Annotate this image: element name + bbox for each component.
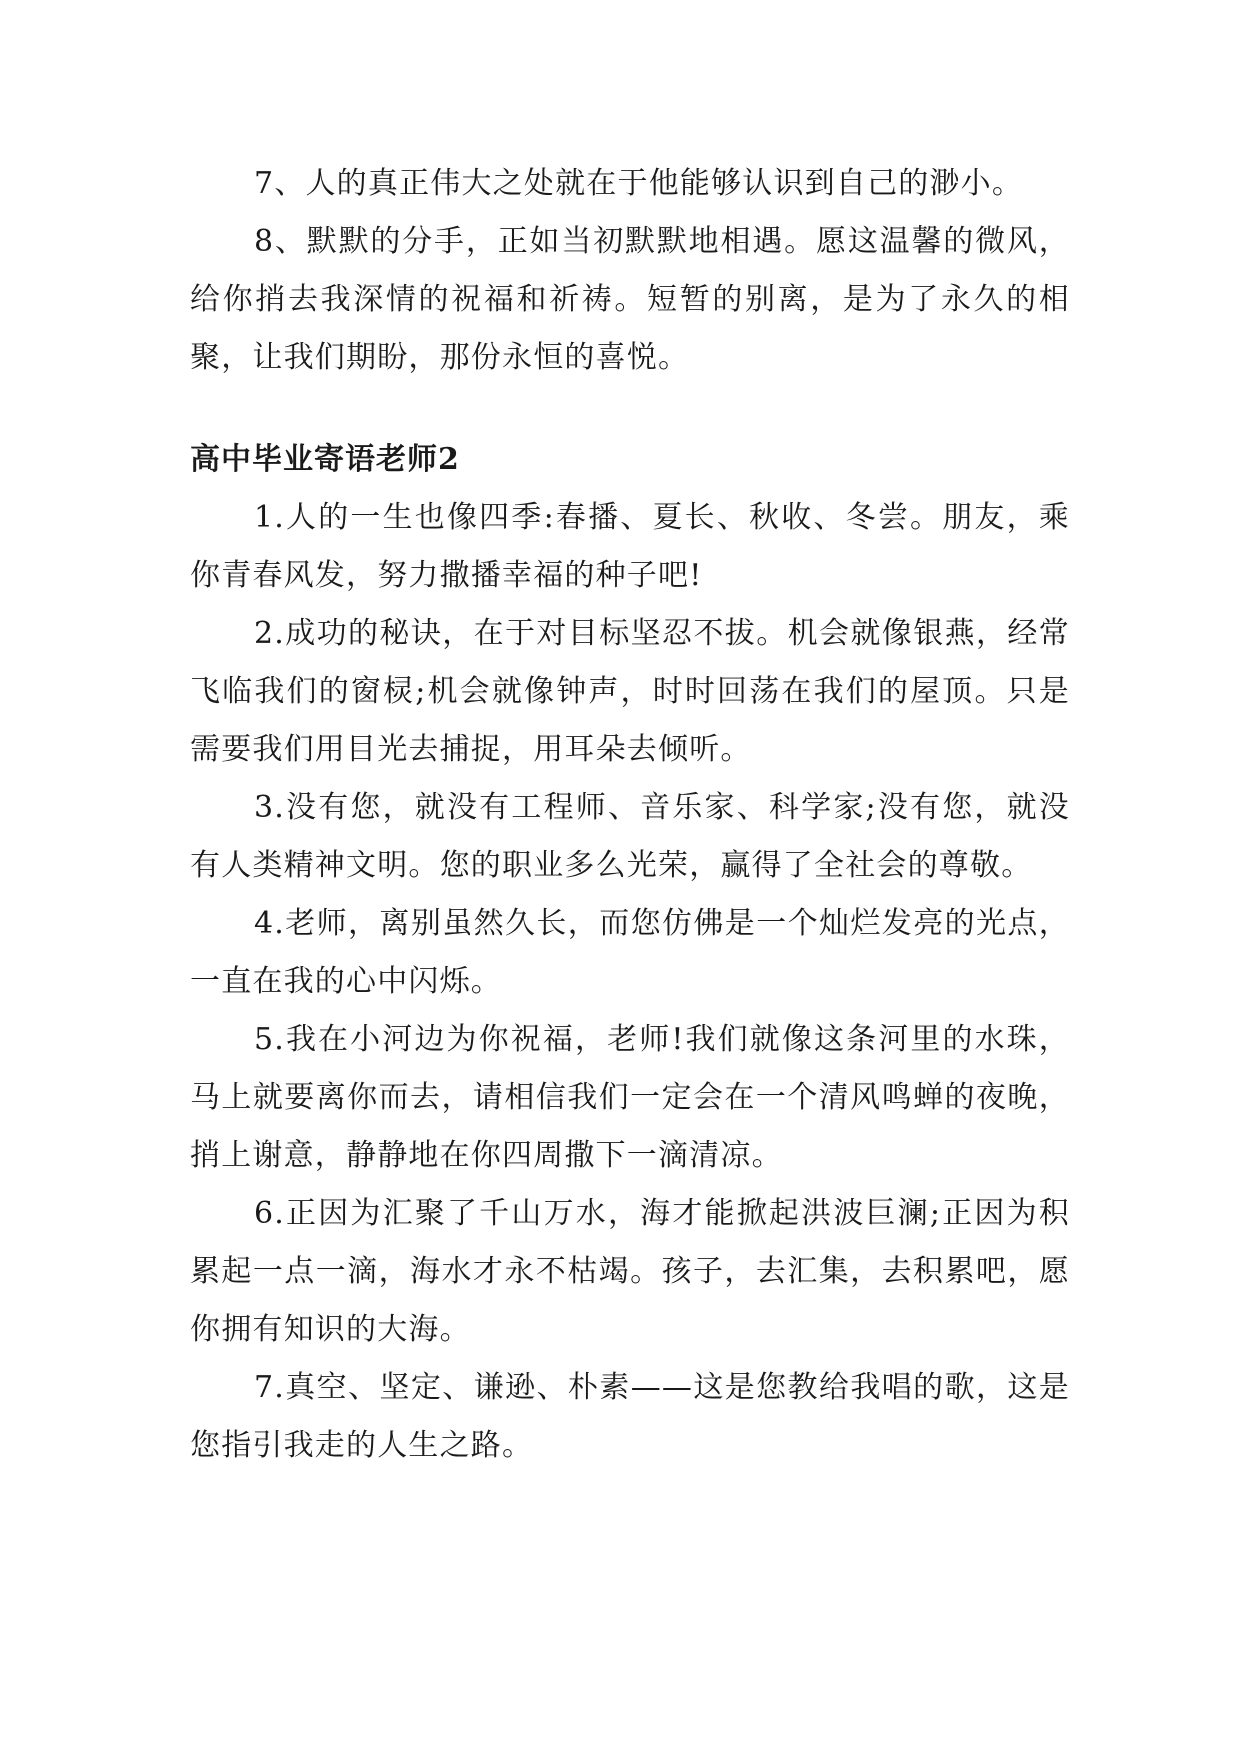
section-paragraph-1: 1.人的一生也像四季:春播、夏长、秋收、冬尝。朋友，乘你青春风发，努力撒播幸福的种子吧!	[190, 500, 1070, 593]
section-paragraph-5: 5.我在小河边为你祝福，老师!我们就像这条河里的水珠，马上就要离你而去，请相信我们一定会在一个清风鸣蝉的夜晚，捎上谢意，静静地在你四周撒下一滴清凉。	[190, 1022, 1070, 1173]
section-paragraph-4: 4.老师，离别虽然久长，而您仿佛是一个灿烂发亮的光点，一直在我的心中闪烁。	[190, 906, 1070, 999]
section-paragraph-6: 6.正因为汇聚了千山万水，海才能掀起洪波巨澜;正因为积累起一点一滴，海水才永不枯竭。孩子，去汇集，去积累吧，愿你拥有知识的大海。	[190, 1196, 1070, 1347]
paragraph-top-8: 8、默默的分手，正如当初默默地相遇。愿这温馨的微风，给你捎去我深情的祝福和祈祷。短暂的别离，是为了永久的相聚，让我们期盼，那份永恒的喜悦。	[190, 224, 1070, 375]
section-paragraph-7: 7.真空、坚定、谦逊、朴素——这是您教给我唱的歌，这是您指引我走的人生之路。	[190, 1370, 1070, 1463]
section-heading: 高中毕业寄语老师2	[190, 442, 460, 477]
section-paragraph-3: 3.没有您，就没有工程师、音乐家、科学家;没有您，就没有人类精神文明。您的职业多么光荣，赢得了全社会的尊敬。	[190, 790, 1070, 883]
section-spacer	[190, 387, 1070, 431]
document-page	[190, 155, 1070, 1475]
section-paragraph-2: 2.成功的秘诀，在于对目标坚忍不拔。机会就像银燕，经常飞临我们的窗棂;机会就像钟声，时时回荡在我们的屋顶。只是需要我们用目光去捕捉，用耳朵去倾听。	[190, 616, 1070, 767]
paragraph-top-7: 7、人的真正伟大之处就在于他能够认识到自己的渺小。	[254, 166, 1024, 201]
